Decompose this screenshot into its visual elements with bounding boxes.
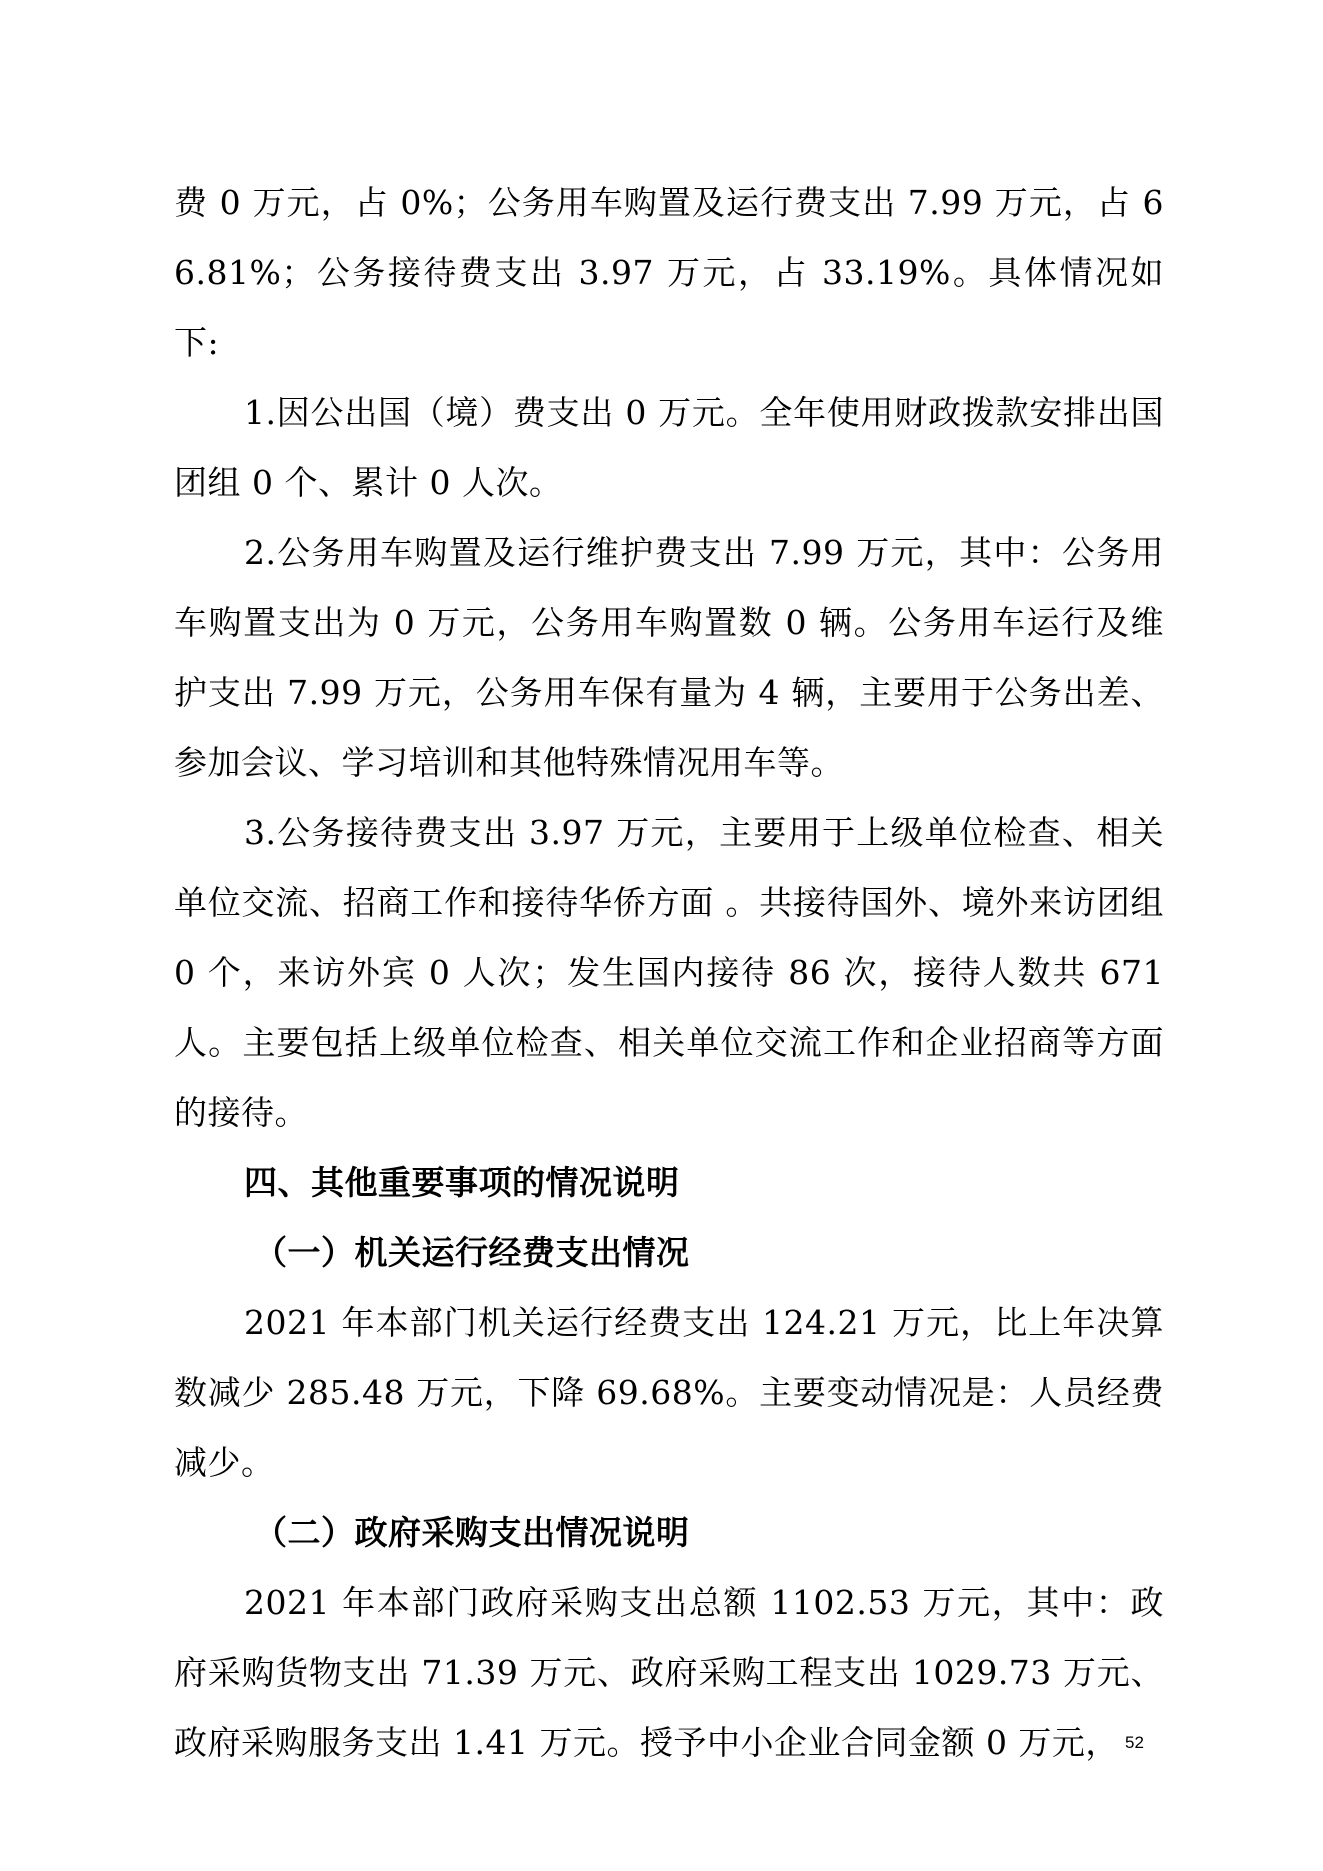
page-number: 52 <box>1125 1733 1144 1752</box>
paragraph-operating-expenses: 2021 年本部门机关运行经费支出 124.21 万元，比上年决算数减少 285.48 万元，下降 69.68%。主要变动情况是：人员经费减少。 <box>174 1303 1164 1482</box>
paragraph-expense-summary: 费 0 万元，占 0%；公务用车购置及运行费支出 7.99 万元，占 66.81%；公务接待费支出 3.97 万元，占 33.19%。具体情况如下: <box>174 183 1164 362</box>
subsection-heading-procurement: （二）政府采购支出情况说明 <box>254 1513 690 1552</box>
section-heading: 四、其他重要事项的情况说明 <box>244 1163 680 1202</box>
subsection-heading-operating-expenses: （一）机关运行经费支出情况 <box>254 1233 690 1272</box>
document-body <box>174 168 1164 1778</box>
paragraph-overseas-travel: 1.因公出国（境）费支出 0 万元。全年使用财政拨款安排出国团组 0 个、累计 0 人次。 <box>174 393 1164 502</box>
paragraph-official-vehicles: 2.公务用车购置及运行维护费支出 7.99 万元，其中：公务用车购置支出为 0 万元，公务用车购置数 0 辆。公务用车运行及维护支出 7.99 万元，公务用车保有量为 4 辆，主要用于公务出差、参加会议、学习培训和其他特殊情况用车等。 <box>174 533 1164 782</box>
paragraph-procurement: 2021 年本部门政府采购支出总额 1102.53 万元，其中：政府采购货物支出 71.39 万元、政府采购工程支出 1029.73 万元、政府采购服务支出 1.41 万元。授予中小企业合同金额 0 万元， <box>174 1583 1164 1762</box>
paragraph-official-reception: 3.公务接待费支出 3.97 万元，主要用于上级单位检查、相关单位交流、招商工作和接待华侨方面 。共接待国外、境外来访团组 0 个，来访外宾 0 人次；发生国内接待 86 次，接待人数共 671 人。主要包括上级单位检查、相关单位交流工作和企业招商等方面的接待。 <box>174 813 1164 1132</box>
